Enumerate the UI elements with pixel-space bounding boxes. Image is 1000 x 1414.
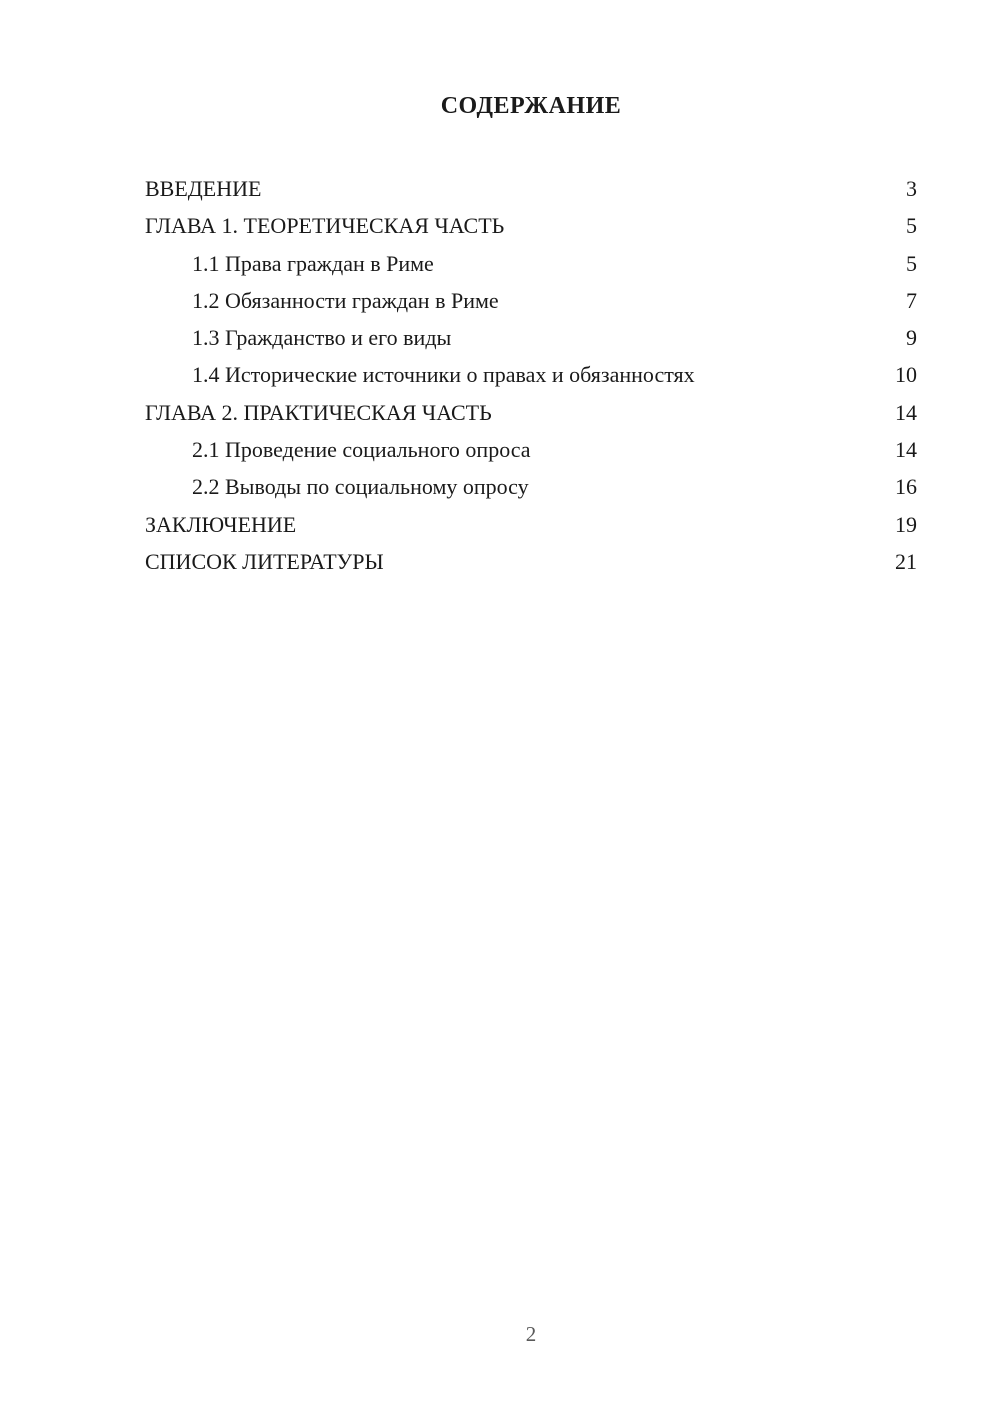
- toc-entry-page-number: 3: [906, 176, 917, 201]
- toc-entry-label: ЗАКЛЮЧЕНИЕ: [145, 511, 297, 537]
- toc-entry: [145, 245, 917, 282]
- toc-entry-label: ВВЕДЕНИЕ: [145, 176, 262, 201]
- toc-entry-label: 1.4 Исторические источники о правах и обязанностях: [192, 362, 695, 388]
- toc-entry-label: СПИСОК ЛИТЕРАТУРЫ: [145, 548, 384, 574]
- toc-entry-label: 1.2 Обязанности граждан в Риме: [192, 287, 499, 313]
- toc-entry: [145, 468, 917, 505]
- toc-entry: [145, 170, 917, 207]
- toc-entry-label: 1.3 Гражданство и его виды: [192, 325, 452, 351]
- toc-entry-page-number: 10: [895, 362, 917, 388]
- toc-entry-label: ГЛАВА 1. ТЕОРЕТИЧЕСКАЯ ЧАСТЬ: [145, 213, 505, 239]
- toc-entry: [145, 506, 917, 543]
- toc-entry-label: 1.1 Права граждан в Риме: [192, 250, 434, 276]
- toc-entry-page-number: 14: [895, 399, 917, 425]
- toc-entry: [145, 282, 917, 319]
- toc-entry-page-number: 5: [906, 213, 917, 239]
- toc-entry: [145, 431, 917, 468]
- toc-entry-label: ГЛАВА 2. ПРАКТИЧЕСКАЯ ЧАСТЬ: [145, 399, 492, 425]
- toc-entry: [145, 319, 917, 356]
- toc-entry: [145, 394, 917, 431]
- toc-entry-page-number: 5: [906, 250, 917, 276]
- toc-entry-page-number: 7: [906, 287, 917, 313]
- toc-list: [145, 170, 917, 580]
- toc-content: [145, 0, 917, 580]
- toc-entry-label: 2.1 Проведение социального опроса: [192, 437, 531, 463]
- page-title: СОДЕРЖАНИЕ: [440, 93, 622, 119]
- toc-entry: [145, 543, 917, 580]
- toc-entry-page-number: 21: [895, 548, 917, 574]
- toc-entry-page-number: 16: [895, 474, 917, 500]
- toc-entry-page-number: 9: [906, 325, 917, 351]
- toc-entry-page-number: 14: [895, 437, 917, 463]
- toc-entry: [145, 207, 917, 244]
- toc-entry-label: 2.2 Выводы по социальному опросу: [192, 474, 529, 500]
- toc-entry: [145, 356, 917, 393]
- page-number-footer: 2: [525, 1322, 537, 1346]
- toc-entry-page-number: 19: [895, 511, 917, 537]
